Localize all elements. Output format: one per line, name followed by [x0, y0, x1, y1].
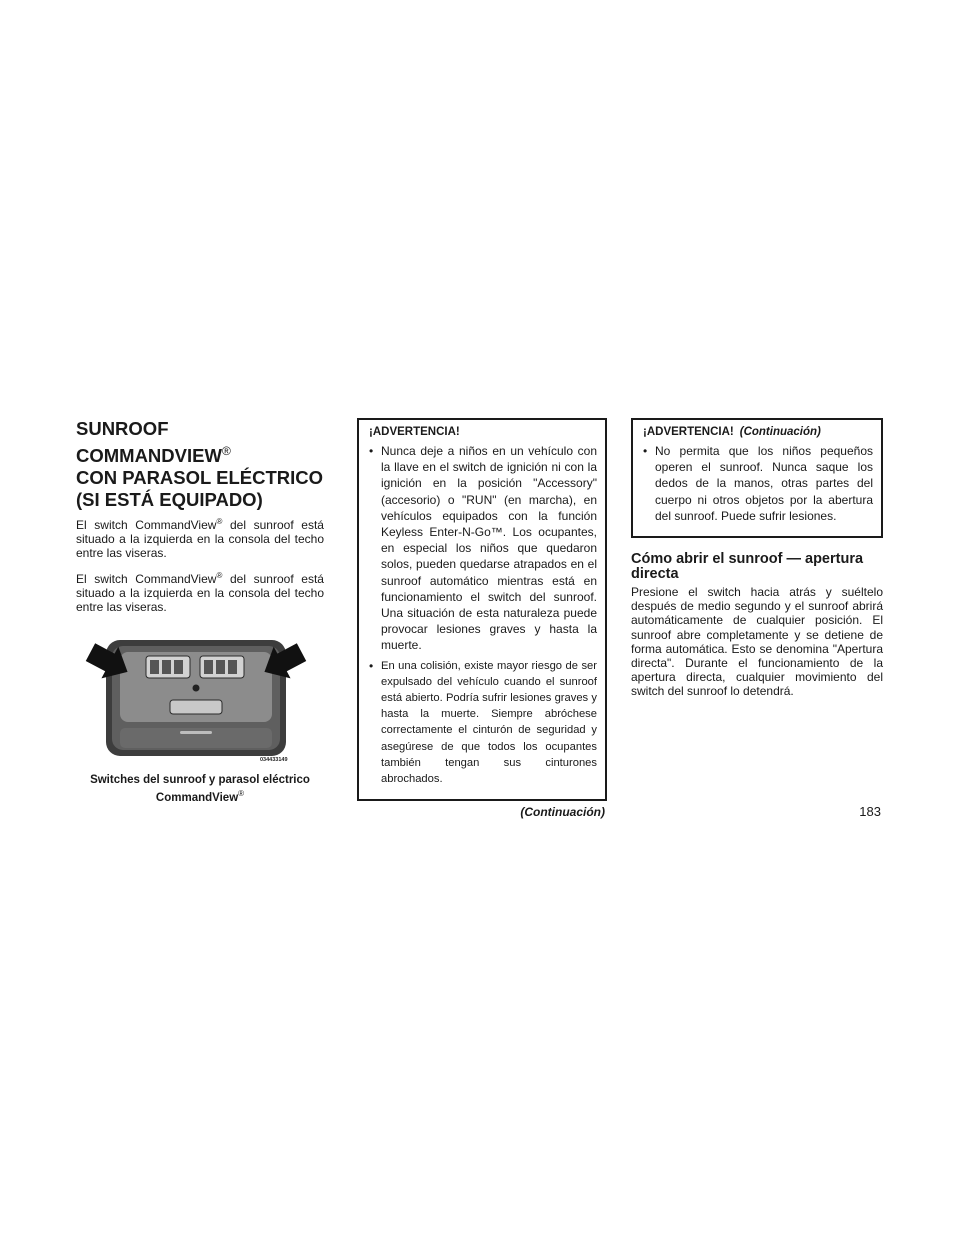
left-column: [76, 418, 324, 805]
caption-line-1: Switches del sunroof y parasol eléctrico: [90, 774, 310, 787]
body-paragraph-1: [76, 515, 324, 561]
subsection-body: Presione el switch hacia atrás y suéltelo después de medio segundo y el sunroof abrirá automáticamente de cualquier posición. El sunroof abre completamente y se detiene de forma automática. Esto se denomina "Apertura directa". Durante el funcionamiento de la apertura directa, cualquier movimiento del switch del sunroof lo detendrá.: [631, 585, 883, 699]
section-title: [76, 418, 324, 511]
body-paragraph-2: [76, 569, 324, 615]
para1-part1: El switch CommandView: [76, 518, 217, 532]
middle-column: [357, 418, 607, 819]
warning-item: [369, 658, 597, 788]
warning-box-continued: [631, 418, 883, 538]
para2-registered-mark: ®: [216, 570, 223, 580]
subsection-title: Cómo abrir el sunroof — apertura directa: [631, 551, 864, 583]
warning-box: [357, 418, 607, 801]
title-line-2: CON PARASOL ELÉCTRICO: [76, 467, 324, 488]
right-column: [631, 418, 883, 707]
overhead-console-illustration: [84, 634, 308, 766]
para1-part2: del sunroof está situado a la izquierda en la consola del techo entre las viseras.: [76, 518, 324, 561]
warning-item: [369, 443, 597, 654]
page-number: 183: [859, 804, 881, 819]
bullet-icon: •: [369, 658, 374, 673]
warning-title-text: ¡ADVERTENCIA!: [643, 426, 734, 438]
caption-registered-mark: ®: [238, 789, 245, 799]
caption-line-2: CommandView: [155, 792, 239, 805]
warning-title-continued: (Continuación): [739, 426, 821, 438]
warning-item-text: Nunca deje a niños en un vehículo con la llave en el switch de ignición ni con la ignición en la posición "Accessory" (accesorio) o "RUN" (en marcha), en vehículos equipados con la función Keyless Enter-N-Go™. Los ocupantes, en especial los niños que quedaron solos, pueden quedarse atrapados en el sunroof automático mientras está en funcionamiento el switch del sunroof. Una situación de esta naturaleza puede provocar lesiones graves y hasta la muerte.: [381, 444, 597, 653]
bullet-icon: •: [369, 444, 374, 458]
figure-caption: [76, 774, 324, 805]
overhead-console-figure: [84, 634, 308, 766]
bullet-icon: •: [643, 444, 648, 458]
warning-title: [643, 426, 873, 438]
warning-item-text: En una colisión, existe mayor riesgo de ser expulsado del vehículo cuando el sunroof está abierto. Podría sufrir lesiones graves y hasta la muerte. Siempre abróchese correctamente el cinturón de seguridad y asegúrese de que todos los ocupantes también tengan sus cinturones abrochados.: [381, 659, 597, 786]
para2-part2: del sunroof está situado a la izquierda en la consola del techo entre las viseras.: [76, 571, 324, 615]
para1-registered-mark: ®: [216, 517, 223, 526]
warning-item: [643, 443, 873, 524]
warning-title: ¡ADVERTENCIA!: [369, 426, 460, 438]
registered-mark: ®: [221, 444, 231, 458]
title-line-3: (SI ESTÁ EQUIPADO): [76, 489, 263, 510]
figure-code: 034433149: [260, 757, 288, 764]
warning-item-text: No permita que los niños pequeños operen el sunroof. Nunca saque los dedos de la manos, otras partes del cuerpo ni otros objetos por la abertura del sunroof. Puede sufrir lesiones.: [655, 444, 873, 523]
para2-part1: El switch CommandView: [76, 571, 217, 586]
continued-label: (Continuación): [520, 805, 605, 820]
title-line-1: SUNROOF COMMANDVIEW: [76, 418, 222, 466]
